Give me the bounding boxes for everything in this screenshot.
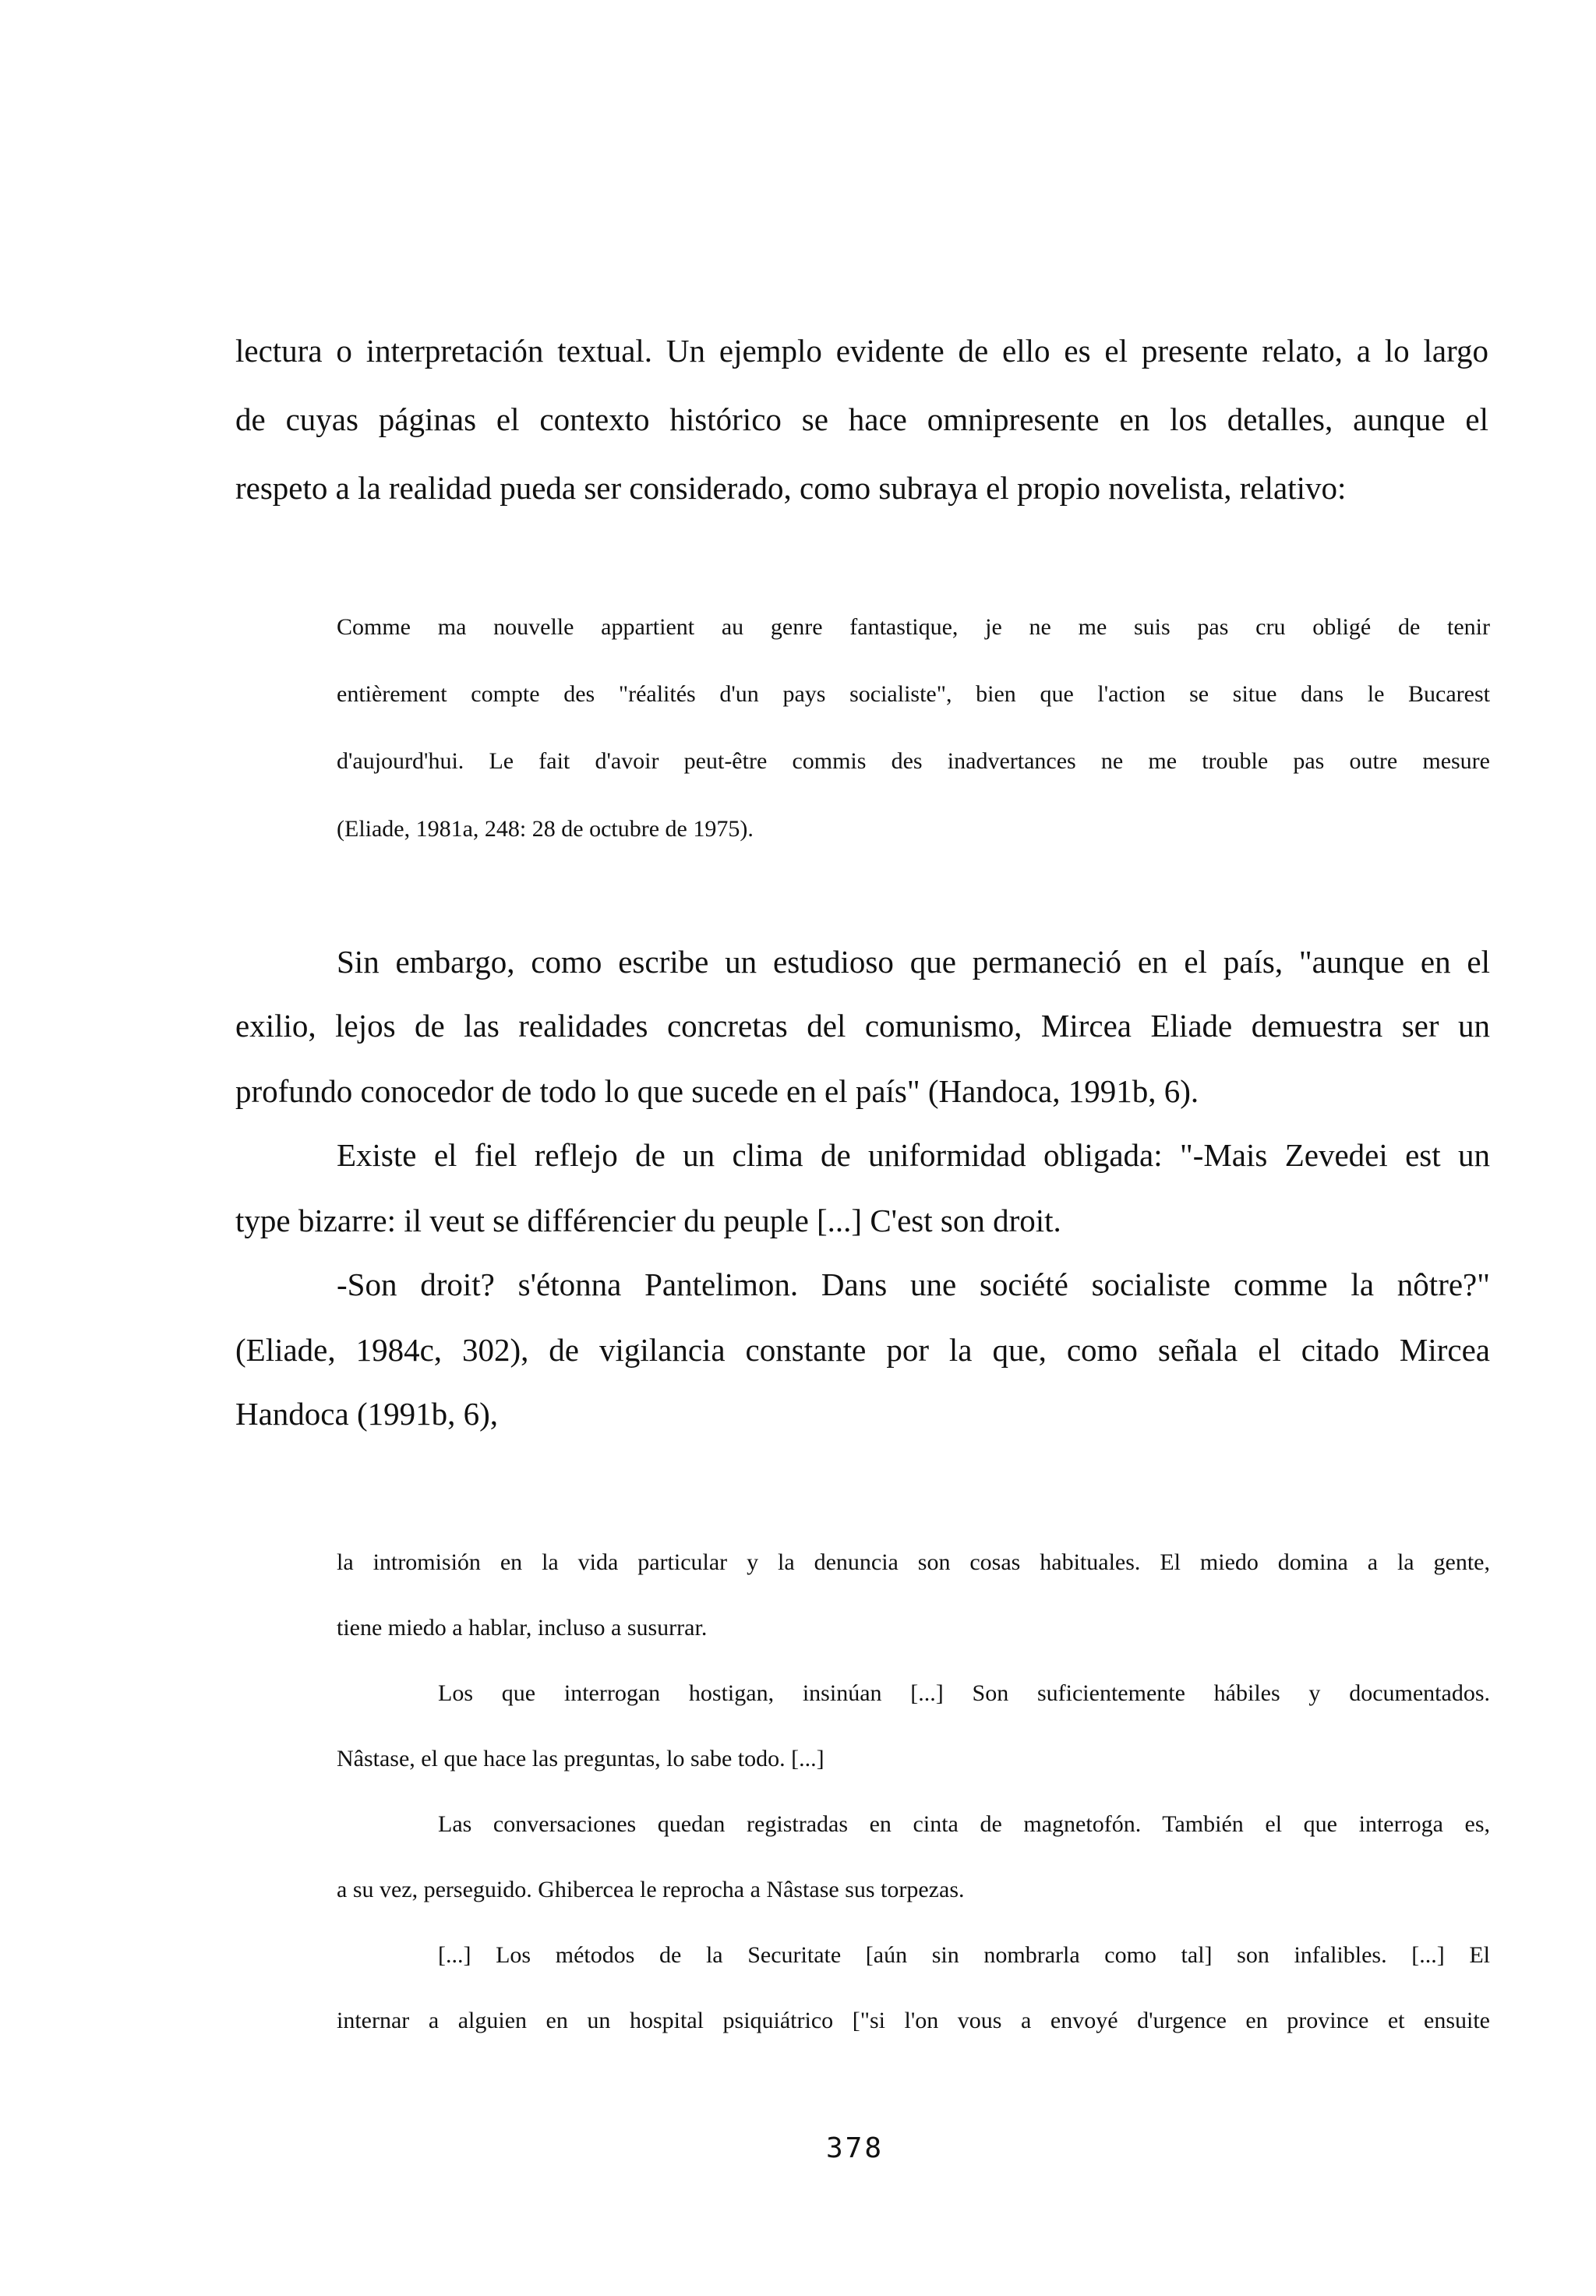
paragraph-line: respeto a la realidad pueda ser considerado, como subraya el propio novelista, relativo: [235, 470, 1347, 506]
quote-line: Comme ma nouvelle appartient au genre fantastique, je ne me suis pas cru obligé de tenir [337, 616, 1490, 640]
quote-line: la intromisión en la vida particular y la denuncia son cosas habituales. El miedo domina a la gente, [337, 1551, 1490, 1575]
quote-line: Las conversaciones quedan registradas en cinta de magnetofón. También el que interroga es, [438, 1813, 1490, 1837]
paragraph-line: Existe el fiel reflejo de un clima de uniformidad obligada: "-Mais Zevedei est un [337, 1139, 1490, 1173]
paragraph-line: Sin embargo, como escribe un estudioso que permaneció en el país, "aunque en el [337, 946, 1490, 980]
quote-line: internar a alguien en un hospital psiquiátrico ["si l'on vous a envoyé d'urgence en province et ensuite [337, 2009, 1490, 2033]
quote-line: entièrement compte des "réalités d'un pays socialiste", bien que l'action se situe dans le Bucarest [337, 683, 1490, 707]
quote-line: [...] Los métodos de la Securitate [aún sin nombrarla como tal] son infalibles. [...] El [438, 1944, 1490, 1968]
quote-line: Los que interrogan hostigan, insinúan [...] Son suficientemente hábiles y documentados. [438, 1682, 1490, 1706]
page-number: 378 [826, 2132, 885, 2164]
paragraph-line: de cuyas páginas el contexto histórico se hace omnipresente en los detalles, aunque el [235, 404, 1488, 437]
paragraph-line: exilio, lejos de las realidades concretas del comunismo, Mircea Eliade demuestra ser un [235, 1010, 1490, 1044]
paragraph-line: -Son droit? s'étonna Pantelimon. Dans une société socialiste comme la nôtre?" [337, 1269, 1490, 1302]
quote-line: tiene miedo a hablar, incluso a susurrar. [337, 1615, 708, 1641]
quote-line: (Eliade, 1981a, 248: 28 de octubre de 1975). [337, 816, 754, 842]
quote-line: d'aujourd'hui. Le fait d'avoir peut-être commis des inadvertances ne me trouble pas outre mesure [337, 750, 1490, 774]
paragraph-line: (Eliade, 1984c, 302), de vigilancia constante por la que, como señala el citado Mircea [235, 1334, 1490, 1368]
paragraph-line: type bizarre: il veut se différencier du peuple [...] C'est son droit. [235, 1203, 1061, 1238]
paragraph-line: Handoca (1991b, 6), [235, 1396, 499, 1432]
quote-line: a su vez, perseguido. Ghibercea le reprocha a Nâstase sus torpezas. [337, 1877, 965, 1902]
quote-line: Nâstase, el que hace las preguntas, lo sabe todo. [...] [337, 1746, 824, 1771]
paragraph-line: lectura o interpretación textual. Un ejemplo evidente de ello es el presente relato, a lo largo [235, 335, 1488, 369]
paragraph-line: profundo conocedor de todo lo que sucede en el país" (Handoca, 1991b, 6). [235, 1073, 1199, 1109]
